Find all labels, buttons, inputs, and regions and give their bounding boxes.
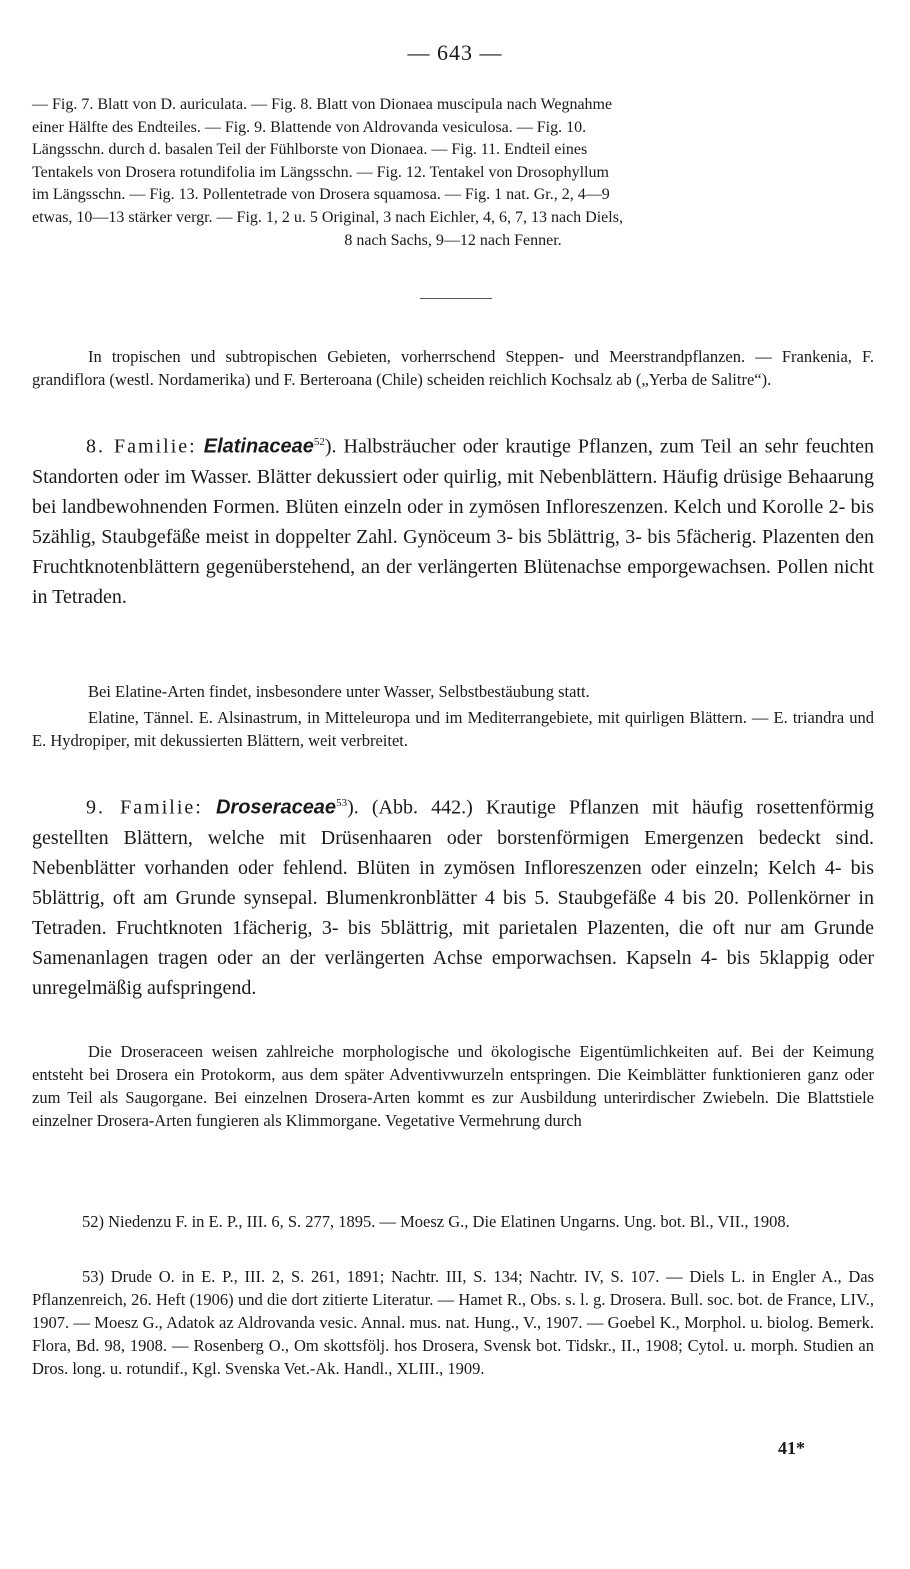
footnote-53 xyxy=(32,1265,874,1380)
intro-paragraph: In tropischen und subtropischen Gebieten, vorherrschend Steppen- und Meerstrandpflanzen. — Frankenia, F. grandiflora (westl. Nordamerika) und F. Berteroana (Chile) scheiden reichlich Kochsalz ab („Yerba de Salitre“). xyxy=(32,347,874,389)
droseraceae-note: Die Droseraceen weisen zahlreiche morphologische und ökologische Eigentümlichkeiten auf. Bei der Keimung entsteht bei Drosera ein Protokorm, aus dem später Adventivwurzeln entspringen. Die Keimblätter funktionieren ganz oder zum Teil als Saugorgane. Bei einzelnen Drosera-Arten kommt es zur Ausbildung unterirdischer Zwiebeln. Die Blattstiele einzelner Drosera-Arten fungieren als Klimmorgane. Vegetative Vermehrung durch xyxy=(32,1042,874,1130)
family-8-name: Elatinaceae xyxy=(203,435,314,458)
footnote-52 xyxy=(32,1210,874,1233)
family-8-paragraph xyxy=(32,427,874,612)
footnote-ref-52[interactable]: 52 xyxy=(313,436,325,448)
family-9-prefix: 9. Familie: xyxy=(86,796,203,819)
figure-caption xyxy=(32,94,874,252)
family-9-name: Droseraceae xyxy=(215,796,337,819)
family-8-prefix: 8. Familie: xyxy=(86,435,197,458)
caption-line: etwas, 10—13 stärker vergr. — Fig. 1, 2 u. 5 Original, 3 nach Eichler, 4, 6, 7, 13 nach Diels, xyxy=(32,208,623,226)
footnote-text: Drude O. in E. P., III. 2, S. 261, 1891; Nachtr. III, S. 134; Nachtr. IV, S. 107. — Diels L. in Engler A., Das Pflanzenreich, 26. Heft (1906) und die dort zitierte Literatur. — Hamet R., Obs. s. l. g. Drosera. Bull. soc. bot. de France, LIV., 1907. — Moesz G., Adatok az Aldrovanda vesic. Annal. mus. nat. Hung., V., 1907. — Goebel K., Morphol. u. biolog. Bemerk. Flora, Bd. 98, 1908. — Rosenberg O., Om skottsfölj. hos Drosera, Svensk bot. Tidskr., II., 1908; Cytol. u. morph. Studien an Dros. long. u. rotundif., Kgl. Svenska Vet.-Ak. Handl., XLIII., 1909. xyxy=(32,1267,874,1378)
family-8-text: ). Halbsträucher oder krautige Pflanzen, zum Teil an sehr feuchten Standorten oder im Wasser. Blätter dekussiert oder quirlig, mit Nebenblättern. Häufig drüsige Behaarung bei landbewohnenden Formen. Blüten einzeln oder in zymösen Infloreszenzen. Kelch und Korolle 2- bis 5zählig, Staubgefäße meist in doppelter Zahl. Gynöceum 3- bis 5blättrig, 3- bis 5fächerig. Plazenten den Fruchtknotenblättern gegenüberstehend, an der verlängerten Blütenachse emporgewachsen. Pollen nicht in Tetraden. xyxy=(32,435,874,608)
family-9-text: ). (Abb. 442.) Krautige Pflanzen mit häufig rosettenförmig gestellten Blättern, welche mit Drüsenhaaren oder borstenförmigen Emergenzen bedeckt sind. Nebenblätter vorhanden oder fehlend. Blüten in zymösen Infloreszenzen oder einzeln; Kelch 4- bis 5blättrig, oft am Grunde synsepal. Blumenkronblätter 4 bis 5. Staubgefäße 4 bis 20. Pollenkörner in Tetraden. Fruchtknoten 1fächerig, 3- bis 5blättrig, mit parietalen Plazenten, die oft nur am Grunde Samenanlagen tragen oder an der verlängerten Achse emporwachsen. Kapseln 4- bis 5klappig oder unregelmäßig aufspringend. xyxy=(32,796,874,999)
caption-line-last: 8 nach Sachs, 9—12 nach Fenner. xyxy=(344,231,562,249)
caption-line: — Fig. 7. Blatt von D. auriculata. — Fig. 8. Blatt von Dionaea muscipula nach Wegnahme xyxy=(32,96,613,113)
signature-mark: 41* xyxy=(778,1438,805,1458)
footnote-mark: 52) xyxy=(82,1212,104,1231)
caption-line: im Längsschn. — Fig. 13. Pollentetrade von Drosera squamosa. — Fig. 1 nat. Gr., 2, 4—9 xyxy=(32,186,610,204)
footnote-ref-53[interactable]: 53 xyxy=(336,797,348,809)
footnote-text: Niedenzu F. in E. P., III. 6, S. 277, 1895. — Moesz G., Die Elatinen Ungarns. Ung. bot. Bl., VII., 1908. xyxy=(108,1212,790,1231)
footnote-mark: 53) xyxy=(82,1267,104,1286)
caption-line: Tentakels von Drosera rotundifolia im Längsschn. — Fig. 12. Tentakel von Drosophyllum xyxy=(32,163,609,181)
caption-line: einer Hälfte des Endteiles. — Fig. 9. Blattende von Aldrovanda vesiculosa. — Fig. 10. xyxy=(32,118,587,136)
elatine-note: Bei Elatine-Arten findet, insbesondere unter Wasser, Selbstbestäubung statt. xyxy=(88,682,590,701)
family-9-paragraph xyxy=(32,788,874,1003)
section-divider xyxy=(420,298,492,299)
caption-line: Längsschn. durch d. basalen Teil der Fühlborste von Dionaea. — Fig. 11. Endteil eines xyxy=(32,141,588,159)
elatine-species-note: Elatine, Tännel. E. Alsinastrum, in Mitteleuropa und im Mediterrangebiete, mit quirligen Blättern. — E. triandra und E. Hydropiper, mit dekussierten Blättern, weit verbreitet. xyxy=(32,708,874,750)
page-number: — 643 — xyxy=(407,40,503,65)
